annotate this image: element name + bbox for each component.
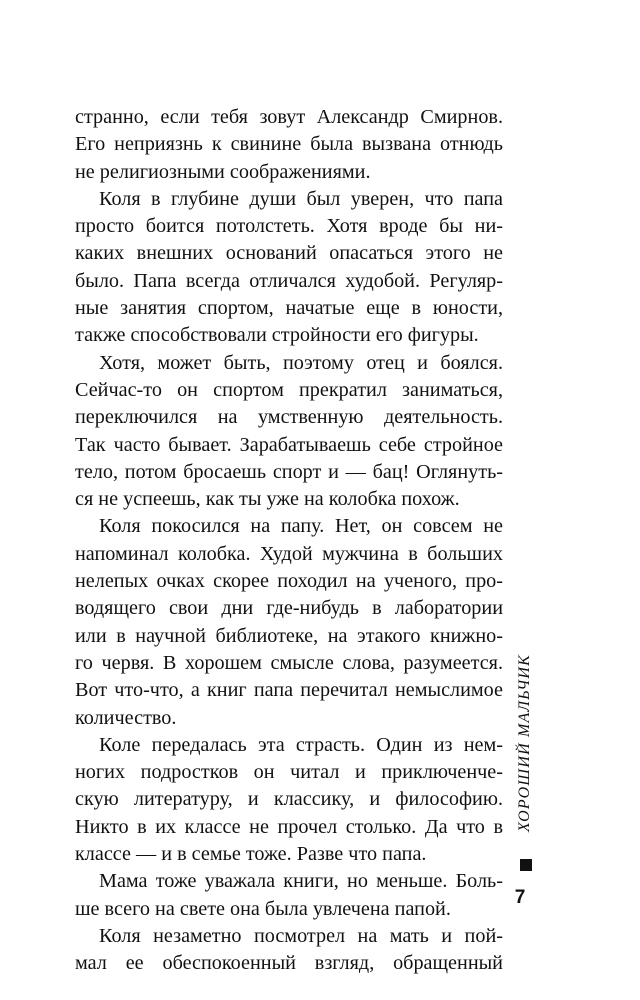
text-line: было. Папа всегда отличался худобой. Регуляр-	[75, 269, 503, 292]
page-number: 7	[514, 887, 526, 908]
running-head: ХОРОШИЙ МАЛЬЧИК	[516, 654, 533, 832]
text-line: ные занятия спортом, начатые еще в юности,	[75, 297, 503, 320]
text-line: го червя. В хорошем смысле слова, разумеется.	[75, 651, 503, 674]
text-line: ногих подростков он читал и приключенче-	[75, 761, 503, 784]
text-line: Коля незаметно посмотрел на мать и пой-	[99, 924, 503, 947]
text-line: количество.	[75, 706, 177, 729]
text-line: скую литературу, и классику, и философию.	[75, 788, 503, 811]
text-line: тело, потом бросаешь спорт и — бац! Оглянуть-	[75, 460, 503, 483]
text-line: водящего свои дни где-нибудь в лаборатории	[75, 597, 503, 620]
text-line: мал ее обеспокоенный взгляд, обращенный	[75, 952, 503, 975]
text-line: ся не успеешь, как ты уже на колобка похож.	[75, 488, 460, 511]
square-marker-icon	[520, 859, 532, 871]
text-line: не религиозными соображениями.	[75, 160, 371, 183]
text-line: Хотя, может быть, поэтому отец и боялся.	[99, 351, 503, 374]
text-line: напоминал колобка. Худой мужчина в больших	[75, 542, 503, 565]
text-line: переключился на умственную деятельность.	[75, 406, 503, 429]
text-line: или в научной библиотеке, на этакого книжно-	[75, 624, 503, 647]
text-line: также способствовали стройности его фигуры.	[75, 324, 479, 347]
text-line: Никто в их классе не прочел столько. Да что в	[75, 815, 503, 838]
text-line: Коля покосился на папу. Нет, он совсем не	[99, 515, 503, 538]
text-line: Так часто бывает. Зарабатываешь себе стройное	[75, 433, 503, 456]
text-line: просто боится потолстеть. Хотя вроде бы ни-	[75, 215, 503, 238]
text-line: нелепых очках скорее походил на ученого, про-	[75, 570, 503, 593]
text-line: каких внешних оснований опасаться этого не	[75, 242, 503, 265]
text-line: классе — и в семье тоже. Разве что папа.	[75, 843, 427, 866]
text-line: Вот что-что, а книг папа перечитал немыслимое	[75, 679, 503, 702]
text-line: ше всего на свете она была увлечена папой.	[75, 897, 451, 920]
text-line: Коле передалась эта страсть. Один из нем-	[99, 733, 503, 756]
text-line: странно, если тебя зовут Александр Смирнов.	[75, 106, 503, 128]
text-line: Мама тоже уважала книги, но меньше. Боль-	[99, 870, 503, 893]
text-line: Коля в глубине души был уверен, что папа	[99, 187, 503, 210]
text-line: Его неприязнь к свинине была вызвана отнюдь	[75, 133, 503, 156]
body-text	[75, 104, 503, 978]
text-line: Сейчас-то он спортом прекратил заниматься,	[75, 378, 503, 401]
